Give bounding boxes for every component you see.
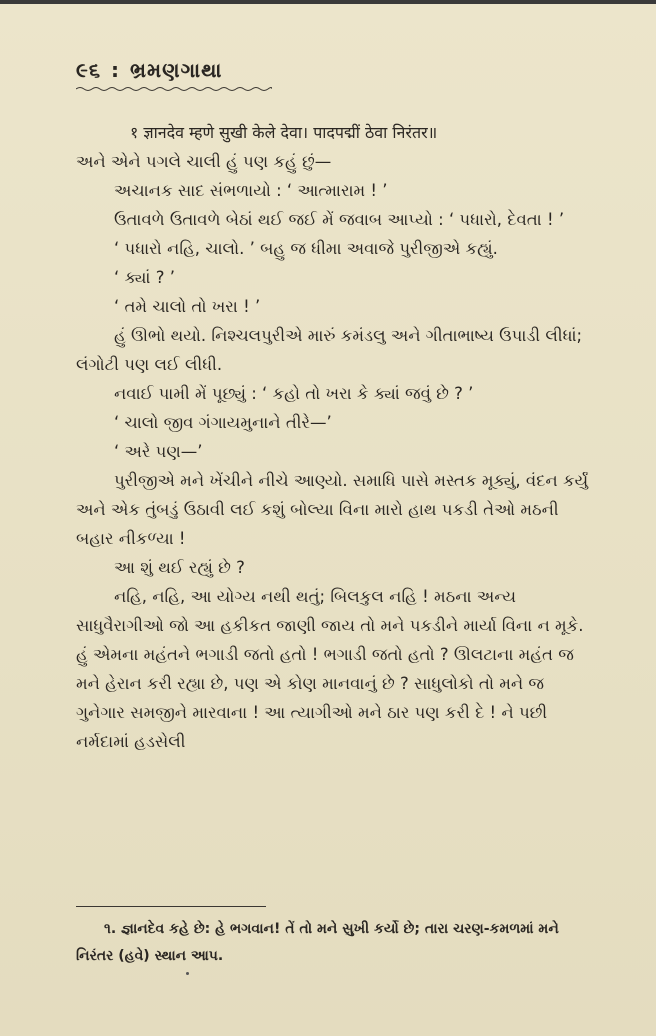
paragraph: અચાનક સાદ સંભળાયો : ‘ આત્મારામ ! ’ xyxy=(114,181,388,200)
paragraph: ‘ પધારો નહિ, ચાલો. ’ બહુ જ ધીમા અવાજે પુરીજીએ કહ્યું. xyxy=(114,239,498,258)
paragraph: અને એને પગલે ચાલી હું પણ કહું છું— xyxy=(76,152,332,171)
header-separator: : xyxy=(111,58,121,82)
header-wavy-rule xyxy=(76,86,272,92)
paragraph: ‘ તમે ચાલો તો ખરા ! ’ xyxy=(114,297,261,316)
paragraph: આ શું થઈ રહ્યું છે ? xyxy=(114,558,245,577)
top-edge xyxy=(0,0,656,4)
paragraph: નવાઈ પામી મેં પૂછ્યું : ‘ કહો તો ખરા કે ક્યાં જવું છે ? ’ xyxy=(114,384,474,403)
body-text xyxy=(76,118,596,756)
paragraph: ‘ ક્યાં ? ’ xyxy=(114,268,175,287)
page-number: ૯૬ xyxy=(76,58,102,82)
paragraph: ‘ ચાલો જીવ ગંગાયમુનાને તીરે—’ xyxy=(114,413,332,432)
book-title: ભ્રમણગાથા xyxy=(130,58,223,82)
footnote xyxy=(76,916,596,970)
paragraph: ઉતાવળે ઉતાવળે બેઠાં થઈ જઈ મેં જવાબ આપ્યો : ‘ પધારો, દેવતા ! ’ xyxy=(114,210,565,229)
running-header xyxy=(76,58,222,82)
paragraph: १ ज्ञानदेव म्हणे सुखी केले देवा। पादपद्मीं ठेवा निरंतर॥ xyxy=(130,123,438,142)
print-speck xyxy=(186,972,189,975)
paragraph: નહિ, નહિ, આ યોગ્ય નથી થતું; બિલકુલ નહિ ! મઠના અન્ય સાધુવૈરાગીઓ જો આ હકીકત જાણી જાય તો મને પકડીને માર્યા વિના ન મૂકે. હું એમના મહંતને ભગાડી જતો હતો ! ભગાડી જતો હતો ? ઊલટાના મહંત જ મને હેરાન કરી રહ્યા છે, પણ એ કોણ માનવાનું છે ? સાધુલોકો તો મને જ ગુનેગાર સમજીને મારવાના ! આ ત્યાગીઓ મને ઠાર પણ કરી દે ! ને પછી નર્મદામાં હડસેલી xyxy=(76,587,584,751)
paragraph: ‘ અરે પણ—’ xyxy=(114,442,203,461)
footnote-rule xyxy=(76,906,266,907)
paragraph: હું ઊભો થયો. નિશ્ચલપુરીએ મારું કમંડલુ અને ગીતાભાષ્ય ઉપાડી લીધાં; લંગોટી પણ લઈ લીધી. xyxy=(76,326,583,374)
paragraph: પુરીજીએ મને ખેંચીને નીચે આણ્યો. સમાધિ પાસે મસ્તક મૂક્યું, વંદન કર્યું અને એક તુંબડું ઉઠાવી લઈ કશું બોલ્યા વિના મારો હાથ પકડી તેઓ મઠની બહાર નીકળ્યા ! xyxy=(76,471,589,548)
footnote-text: ૧. જ્ઞાનદેવ કહે છે: હે ભગવાન! તેં તો મને સુખી કર્યો છે; તારા ચરણ-કમળમાં મને નિરંતર (હવે) સ્થાન આપ. xyxy=(76,921,559,964)
